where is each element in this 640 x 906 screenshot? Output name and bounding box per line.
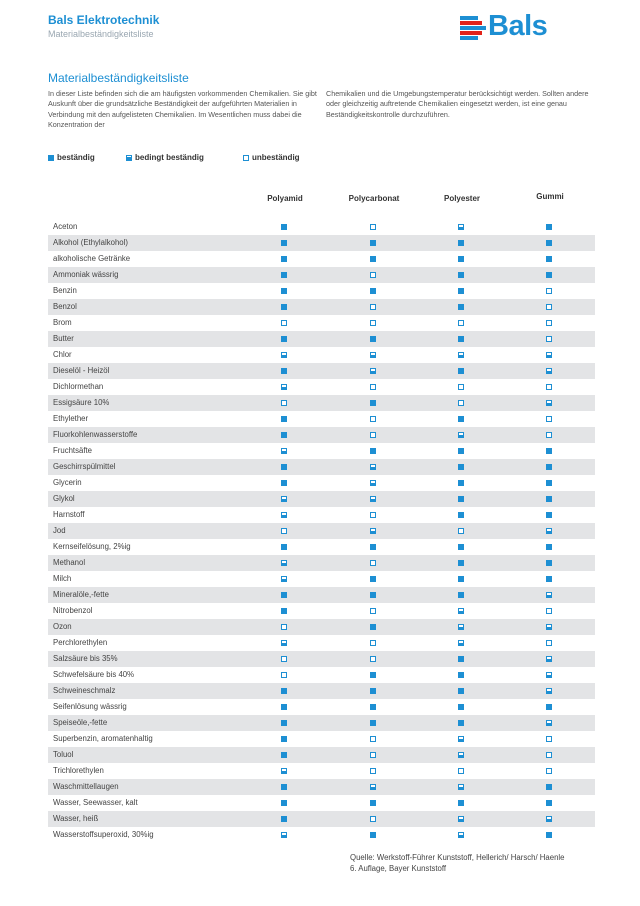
resistance-full-icon xyxy=(546,832,552,838)
resistance-full-icon xyxy=(281,704,287,710)
table-row xyxy=(48,283,595,299)
resistance-none-icon xyxy=(370,224,376,230)
resistance-full-icon xyxy=(458,592,464,598)
table-row xyxy=(48,443,595,459)
legend-partial xyxy=(126,153,204,162)
bals-logo xyxy=(460,10,600,43)
resistance-partial-icon xyxy=(546,656,552,662)
table-row xyxy=(48,779,595,795)
chemical-name: Essigsäure 10% xyxy=(53,398,110,407)
table-row xyxy=(48,811,595,827)
resistance-full-icon xyxy=(370,688,376,694)
resistance-none-icon xyxy=(546,752,552,758)
legend-none xyxy=(243,153,300,162)
resistance-table xyxy=(48,219,595,843)
chemical-name: Wasser, heiß xyxy=(53,814,99,823)
resistance-partial-icon xyxy=(546,720,552,726)
chemical-name: Harnstoff xyxy=(53,510,85,519)
resistance-none-icon xyxy=(370,320,376,326)
resistance-none-icon xyxy=(281,672,287,678)
resistance-none-icon xyxy=(546,768,552,774)
chemical-name: Dichlormethan xyxy=(53,382,104,391)
resistance-full-icon xyxy=(546,480,552,486)
chemical-name: Methanol xyxy=(53,558,86,567)
chemical-name: Kernseifelösung, 2%ig xyxy=(53,542,131,551)
resistance-full-icon xyxy=(546,784,552,790)
resistance-full-icon xyxy=(281,224,287,230)
source-line-1: Quelle: Werkstoff-Führer Kunststoff, Hellerich/ Harsch/ Haenle xyxy=(350,853,565,862)
resistance-full-icon xyxy=(370,832,376,838)
resistance-none-icon xyxy=(546,416,552,422)
resistance-partial-icon xyxy=(458,816,464,822)
resistance-none-icon xyxy=(370,640,376,646)
chemical-name: Wasser, Seewasser, kalt xyxy=(53,798,138,807)
table-row xyxy=(48,267,595,283)
resistance-none-icon xyxy=(546,304,552,310)
chemical-name: Schwefelsäure bis 40% xyxy=(53,670,135,679)
resistance-partial-icon xyxy=(546,672,552,678)
legend-full xyxy=(48,153,95,162)
resistance-full-icon xyxy=(281,288,287,294)
resistance-full-icon xyxy=(546,448,552,454)
resistance-full-icon xyxy=(546,800,552,806)
resistance-full-icon xyxy=(370,256,376,262)
chemical-name: Seifenlösung wässrig xyxy=(53,702,127,711)
resistance-none-icon xyxy=(370,768,376,774)
resistance-full-icon xyxy=(458,656,464,662)
resistance-none-icon xyxy=(281,320,287,326)
resistance-partial-icon xyxy=(458,608,464,614)
resistance-partial-icon xyxy=(370,352,376,358)
resistance-none-icon xyxy=(370,736,376,742)
resistance-partial-icon xyxy=(458,352,464,358)
resistance-full-icon xyxy=(370,800,376,806)
chemical-name: Aceton xyxy=(53,222,78,231)
resistance-full-icon xyxy=(458,688,464,694)
chemical-name: Speiseöle,-fette xyxy=(53,718,108,727)
table-row xyxy=(48,699,595,715)
resistance-full-icon xyxy=(281,752,287,758)
legend-partial-label: bedingt beständig xyxy=(135,153,204,162)
table-row xyxy=(48,539,595,555)
table-row xyxy=(48,235,595,251)
resistance-full-icon xyxy=(458,240,464,246)
resistance-none-icon xyxy=(458,400,464,406)
resistance-full-icon xyxy=(546,560,552,566)
resistance-full-icon xyxy=(281,336,287,342)
chemical-name: Toluol xyxy=(53,750,74,759)
chemical-name: Salzsäure bis 35% xyxy=(53,654,118,663)
resistance-none-icon xyxy=(281,400,287,406)
chemical-name: Chlor xyxy=(53,350,72,359)
resistance-full-icon xyxy=(458,560,464,566)
table-row xyxy=(48,315,595,331)
resistance-partial-icon xyxy=(546,592,552,598)
resistance-partial-icon xyxy=(370,464,376,470)
resistance-full-icon xyxy=(546,704,552,710)
resistance-full-icon xyxy=(370,288,376,294)
document-subtitle: Materialbeständigkeitsliste xyxy=(48,29,154,39)
resistance-partial-icon xyxy=(370,480,376,486)
chemical-name: Schweineschmalz xyxy=(53,686,116,695)
resistance-full-icon xyxy=(370,336,376,342)
table-row xyxy=(48,763,595,779)
chemical-name: Butter xyxy=(53,334,74,343)
table-row xyxy=(48,331,595,347)
resistance-full-icon xyxy=(370,544,376,550)
resistance-full-icon xyxy=(370,672,376,678)
resistance-partial-icon xyxy=(281,512,287,518)
resistance-none-icon xyxy=(546,640,552,646)
chemical-name: Fruchtsäfte xyxy=(53,446,92,455)
resistance-partial-icon xyxy=(281,384,287,390)
table-row xyxy=(48,651,595,667)
table-row xyxy=(48,683,595,699)
resistance-full-icon xyxy=(281,784,287,790)
resistance-none-icon xyxy=(370,560,376,566)
resistance-full-icon xyxy=(370,592,376,598)
table-row xyxy=(48,379,595,395)
resistance-full-icon xyxy=(546,224,552,230)
resistance-none-icon xyxy=(458,768,464,774)
resistance-full-icon xyxy=(546,240,552,246)
resistance-none-icon xyxy=(370,416,376,422)
source-line-2: 6. Auflage, Bayer Kunststoff xyxy=(350,864,447,873)
resistance-none-icon xyxy=(458,384,464,390)
resistance-full-icon xyxy=(458,576,464,582)
legend-partial-icon xyxy=(126,155,132,161)
logo-stripes-icon xyxy=(460,16,486,40)
resistance-full-icon xyxy=(281,256,287,262)
resistance-none-icon xyxy=(546,608,552,614)
resistance-full-icon xyxy=(281,544,287,550)
section-title: Materialbeständigkeitsliste xyxy=(48,71,189,85)
resistance-none-icon xyxy=(546,288,552,294)
resistance-none-icon xyxy=(370,384,376,390)
resistance-partial-icon xyxy=(546,400,552,406)
resistance-none-icon xyxy=(370,816,376,822)
resistance-full-icon xyxy=(281,304,287,310)
resistance-partial-icon xyxy=(546,352,552,358)
chemical-name: Glycerin xyxy=(53,478,82,487)
intro-text-right: Chemikalien und die Umgebungstemperatur berücksichtigt werden. Sollten andere oder gleichzeitig auftretende Chemikalien eingesetzt werden, ist eine genau Beständigkeitskontrolle durchzuführen. xyxy=(326,89,589,119)
resistance-full-icon xyxy=(370,624,376,630)
resistance-full-icon xyxy=(458,368,464,374)
table-row xyxy=(48,251,595,267)
resistance-none-icon xyxy=(546,736,552,742)
table-row xyxy=(48,491,595,507)
table-row xyxy=(48,747,595,763)
table-row xyxy=(48,827,595,843)
resistance-partial-icon xyxy=(370,496,376,502)
resistance-full-icon xyxy=(458,496,464,502)
resistance-full-icon xyxy=(546,544,552,550)
column-header-polyamid: Polyamid xyxy=(267,194,303,203)
resistance-full-icon xyxy=(281,736,287,742)
resistance-full-icon xyxy=(546,272,552,278)
chemical-name: Trichlorethylen xyxy=(53,766,104,775)
resistance-full-icon xyxy=(546,496,552,502)
resistance-none-icon xyxy=(458,528,464,534)
resistance-none-icon xyxy=(370,656,376,662)
chemical-name: Mineralöle,-fette xyxy=(53,590,109,599)
resistance-full-icon xyxy=(458,544,464,550)
legend-none-icon xyxy=(243,155,249,161)
resistance-full-icon xyxy=(458,304,464,310)
chemical-name: Glykol xyxy=(53,494,75,503)
resistance-full-icon xyxy=(281,432,287,438)
table-row xyxy=(48,571,595,587)
resistance-none-icon xyxy=(546,336,552,342)
resistance-none-icon xyxy=(546,384,552,390)
resistance-none-icon xyxy=(281,656,287,662)
table-row xyxy=(48,427,595,443)
resistance-partial-icon xyxy=(281,832,287,838)
resistance-full-icon xyxy=(546,512,552,518)
chemical-name: Benzin xyxy=(53,286,77,295)
resistance-full-icon xyxy=(281,688,287,694)
resistance-full-icon xyxy=(458,288,464,294)
resistance-partial-icon xyxy=(458,832,464,838)
chemical-name: Ozon xyxy=(53,622,72,631)
resistance-none-icon xyxy=(370,752,376,758)
chemical-name: Nitrobenzol xyxy=(53,606,93,615)
resistance-full-icon xyxy=(370,400,376,406)
resistance-partial-icon xyxy=(546,688,552,694)
table-row xyxy=(48,731,595,747)
resistance-full-icon xyxy=(546,256,552,262)
resistance-full-icon xyxy=(546,576,552,582)
resistance-partial-icon xyxy=(370,784,376,790)
resistance-partial-icon xyxy=(281,576,287,582)
chemical-name: Ammoniak wässrig xyxy=(53,270,119,279)
intro-text-left: In dieser Liste befinden sich die am häufigsten vorkommenden Chemikalien. Sie gibt Auskunft über die grundsätzliche Beständigkeit der aufgeführten Materialien in Verbindung mit den aufgelisteten Chemikalien. Im Wesentlichen muss dabei die Konzentration der xyxy=(48,89,317,130)
resistance-partial-icon xyxy=(458,224,464,230)
resistance-partial-icon xyxy=(458,624,464,630)
resistance-none-icon xyxy=(546,320,552,326)
resistance-partial-icon xyxy=(370,528,376,534)
chemical-name: Brom xyxy=(53,318,72,327)
resistance-full-icon xyxy=(281,416,287,422)
table-row xyxy=(48,347,595,363)
chemical-name: Milch xyxy=(53,574,72,583)
resistance-full-icon xyxy=(458,416,464,422)
resistance-full-icon xyxy=(458,512,464,518)
table-row xyxy=(48,667,595,683)
table-row xyxy=(48,459,595,475)
column-header-polyester: Polyester xyxy=(443,194,481,203)
resistance-none-icon xyxy=(546,432,552,438)
resistance-full-icon xyxy=(458,256,464,262)
chemical-name: Perchlorethylen xyxy=(53,638,108,647)
resistance-partial-icon xyxy=(281,352,287,358)
resistance-partial-icon xyxy=(458,752,464,758)
chemical-name: Jod xyxy=(53,526,66,535)
table-row xyxy=(48,411,595,427)
resistance-partial-icon xyxy=(281,448,287,454)
resistance-none-icon xyxy=(370,272,376,278)
company-name: Bals Elektrotechnik xyxy=(48,13,160,27)
table-row xyxy=(48,603,595,619)
logo-text: Bals xyxy=(488,10,548,42)
chemical-name: alkoholische Getränke xyxy=(53,254,131,263)
column-header-polycarbonat: Polycarbonat xyxy=(348,194,400,203)
resistance-full-icon xyxy=(281,464,287,470)
resistance-full-icon xyxy=(281,800,287,806)
chemical-name: Ethylether xyxy=(53,414,89,423)
resistance-partial-icon xyxy=(546,368,552,374)
legend-full-icon xyxy=(48,155,54,161)
resistance-none-icon xyxy=(281,624,287,630)
resistance-partial-icon xyxy=(546,624,552,630)
resistance-none-icon xyxy=(370,304,376,310)
legend-full-label: beständig xyxy=(57,153,95,162)
resistance-partial-icon xyxy=(281,768,287,774)
resistance-none-icon xyxy=(370,608,376,614)
resistance-full-icon xyxy=(458,480,464,486)
source-note xyxy=(350,852,565,874)
resistance-full-icon xyxy=(370,704,376,710)
chemical-name: Waschmittellaugen xyxy=(53,782,119,791)
table-row xyxy=(48,587,595,603)
chemical-name: Dieselöl - Heizöl xyxy=(53,366,110,375)
resistance-full-icon xyxy=(281,608,287,614)
resistance-partial-icon xyxy=(546,816,552,822)
chemical-name: Benzol xyxy=(53,302,77,311)
resistance-partial-icon xyxy=(458,432,464,438)
resistance-full-icon xyxy=(281,816,287,822)
resistance-full-icon xyxy=(546,464,552,470)
resistance-partial-icon xyxy=(281,496,287,502)
resistance-partial-icon xyxy=(458,784,464,790)
table-row xyxy=(48,619,595,635)
resistance-full-icon xyxy=(458,672,464,678)
table-row xyxy=(48,395,595,411)
resistance-full-icon xyxy=(281,272,287,278)
table-row xyxy=(48,219,595,235)
table-row xyxy=(48,523,595,539)
resistance-none-icon xyxy=(458,320,464,326)
resistance-full-icon xyxy=(458,448,464,454)
legend-none-label: unbeständig xyxy=(252,153,300,162)
resistance-partial-icon xyxy=(458,736,464,742)
resistance-full-icon xyxy=(370,576,376,582)
table-row xyxy=(48,555,595,571)
table-row xyxy=(48,363,595,379)
chemical-name: Fluorkohlenwasserstoffe xyxy=(53,430,138,439)
resistance-full-icon xyxy=(458,720,464,726)
chemical-name: Wasserstoffsuperoxid, 30%ig xyxy=(53,830,154,839)
resistance-full-icon xyxy=(370,448,376,454)
resistance-none-icon xyxy=(281,528,287,534)
resistance-full-icon xyxy=(281,368,287,374)
resistance-partial-icon xyxy=(546,528,552,534)
resistance-full-icon xyxy=(370,240,376,246)
resistance-full-icon xyxy=(281,720,287,726)
resistance-none-icon xyxy=(370,432,376,438)
table-row xyxy=(48,715,595,731)
table-row xyxy=(48,635,595,651)
resistance-full-icon xyxy=(458,336,464,342)
resistance-full-icon xyxy=(458,800,464,806)
table-row xyxy=(48,299,595,315)
resistance-full-icon xyxy=(458,704,464,710)
resistance-full-icon xyxy=(281,480,287,486)
resistance-none-icon xyxy=(370,512,376,518)
resistance-full-icon xyxy=(458,272,464,278)
table-row xyxy=(48,507,595,523)
resistance-full-icon xyxy=(370,720,376,726)
resistance-partial-icon xyxy=(281,560,287,566)
chemical-name: Alkohol (Ethylalkohol) xyxy=(53,238,128,247)
chemical-name: Superbenzin, aromatenhaltig xyxy=(53,734,153,743)
table-row xyxy=(48,795,595,811)
resistance-partial-icon xyxy=(281,640,287,646)
resistance-partial-icon xyxy=(370,368,376,374)
resistance-full-icon xyxy=(281,240,287,246)
chemical-name: Geschirrspülmittel xyxy=(53,462,116,471)
resistance-full-icon xyxy=(458,464,464,470)
column-header-gummi: Gummi xyxy=(536,192,564,201)
table-row xyxy=(48,475,595,491)
resistance-partial-icon xyxy=(458,640,464,646)
resistance-full-icon xyxy=(281,592,287,598)
